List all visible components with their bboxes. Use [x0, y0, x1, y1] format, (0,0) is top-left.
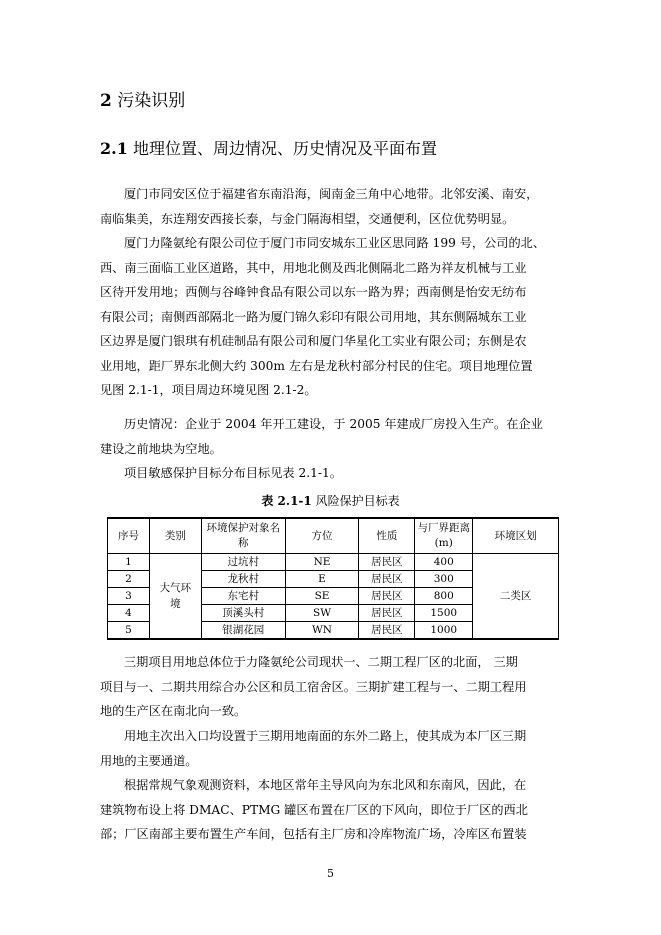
page-number: 5 — [327, 867, 334, 880]
cell-nature: 居民区 — [359, 622, 415, 640]
cell-nature: 居民区 — [359, 554, 415, 571]
text-line: 区边界是厦门银琪有机硅制品有限公司和厦门华星化工实业有限公司；东侧是农 — [100, 334, 527, 348]
subsection-number: 2.1 — [100, 139, 128, 158]
cell-seq: 1 — [108, 554, 150, 571]
text-line: 建筑物布设上将 DMAC、PTMG 罐区布置在厂区的下风向，即位于厂区的西北 — [100, 802, 528, 817]
table-caption-label: 表 2.1-1 — [261, 494, 312, 508]
header-category: 类别 — [149, 518, 201, 554]
text-line: 根据常规气象观测资料，本地区常年主导风向为东北风和东南风，因此，在 — [124, 778, 527, 792]
paragraph-surroundings — [100, 231, 568, 403]
table-caption-text: 风险保护目标表 — [315, 494, 400, 508]
text-line: 三期项目用地总体位于力隆氨纶公司现状一、二期工程厂区的北面， 三期 — [124, 655, 518, 669]
table-row — [108, 554, 559, 571]
subsection-heading — [100, 136, 437, 159]
paragraph-entrances — [100, 724, 568, 773]
cell-seq: 4 — [108, 605, 150, 622]
cell-distance: 1000 — [415, 622, 473, 640]
paragraph-location — [100, 182, 568, 231]
cell-direction: SW — [285, 605, 359, 622]
table-header-row — [108, 518, 559, 554]
paragraph-phase3-site — [100, 650, 568, 724]
cell-distance: 1500 — [415, 605, 473, 622]
text-line: 部；厂区南部主要布置生产车间，包括有主厂房和冷库物流广场，冷库区布置装 — [100, 827, 527, 841]
text-line: 厦门市同安区位于福建省东南沿海，闽南金三角中心地带。北邻安溪、南安， — [124, 187, 539, 201]
cell-target: 银湖花园 — [201, 622, 285, 640]
text-line: 业用地，距厂界东北侧大约 300m 左右是龙秋村部分村民的住宅。项目地理位置 — [100, 358, 533, 373]
cell-direction: E — [285, 571, 359, 588]
cell-direction: NE — [285, 554, 359, 571]
text-line: 用地主次出入口均设置于三期用地南面的东外二路上，使其成为本厂区三期 — [124, 729, 527, 743]
cell-direction: SE — [285, 588, 359, 605]
risk-protection-table — [107, 517, 559, 640]
cell-distance: 800 — [415, 588, 473, 605]
header-zoning: 环境区划 — [473, 518, 559, 554]
cell-distance: 300 — [415, 571, 473, 588]
text-line: 西、南三面临工业区道路，其中，用地北侧及西北侧隔北二路为祥友机械与工业 — [100, 260, 527, 275]
cell-target: 过坑村 — [201, 554, 285, 571]
text-line: 区待开发用地；西侧与谷峰钟食品有限公司以东一路为界；西南侧是怡安无纺布 — [100, 285, 527, 299]
header-distance: 与厂界距离(m) — [415, 518, 473, 554]
text-line: 厦门力隆氨纶有限公司位于厦门市同安城东工业区思同路 199 号，公司的北、 — [124, 236, 546, 250]
text-line: 有限公司；南侧西部隔北一路为厦门锦久彩印有限公司用地，其东侧隔城东工业 — [100, 309, 527, 324]
cell-seq: 5 — [108, 622, 150, 640]
text-line: 项目与一、二期共用综合办公区和员工宿舍区。三期扩建工程与一、二期工程用 — [100, 679, 527, 694]
subsection-title: 地理位置、周边情况、历史情况及平面布置 — [132, 139, 437, 158]
header-direction: 方位 — [285, 518, 359, 554]
section-number: 2 — [100, 91, 112, 111]
text-line: 历史情况：企业于 2004 年开工建设，于 2005 年建成厂房投入生产。在企业 — [124, 417, 543, 431]
section-title: 污染识别 — [117, 91, 186, 111]
header-target: 环境保护对象名称 — [201, 518, 285, 554]
paragraph-table-intro — [100, 461, 568, 486]
section-heading — [100, 86, 185, 111]
cell-target: 龙秋村 — [201, 571, 285, 588]
header-seq: 序号 — [108, 518, 150, 554]
cell-distance: 400 — [415, 554, 473, 571]
text-line: 地的生产区在南北向一致。 — [100, 704, 247, 718]
text-line: 见图 2.1-1，项目周边环境见图 2.1-2。 — [100, 383, 317, 397]
table-caption — [0, 492, 661, 509]
cell-category: 大气环境 — [149, 554, 201, 640]
cell-nature: 居民区 — [359, 571, 415, 588]
text-line: 项目敏感保护目标分布目标见表 2.1-1。 — [124, 466, 342, 480]
header-nature: 性质 — [359, 518, 415, 554]
cell-seq: 3 — [108, 588, 150, 605]
paragraph-wind-layout — [100, 773, 568, 847]
cell-target: 顶溪头村 — [201, 605, 285, 622]
cell-target: 东宅村 — [201, 588, 285, 605]
cell-nature: 居民区 — [359, 605, 415, 622]
cell-seq: 2 — [108, 571, 150, 588]
text-line: 南临集美，东连翔安西接长泰，与金门隔海相望，交通便利，区位优势明显。 — [100, 211, 515, 226]
text-line: 建设之前地块为空地。 — [100, 441, 222, 456]
cell-nature: 居民区 — [359, 588, 415, 605]
cell-direction: WN — [285, 622, 359, 640]
cell-zoning: 二类区 — [473, 554, 559, 640]
paragraph-history — [100, 412, 568, 461]
text-line: 用地的主要通道。 — [100, 753, 198, 768]
